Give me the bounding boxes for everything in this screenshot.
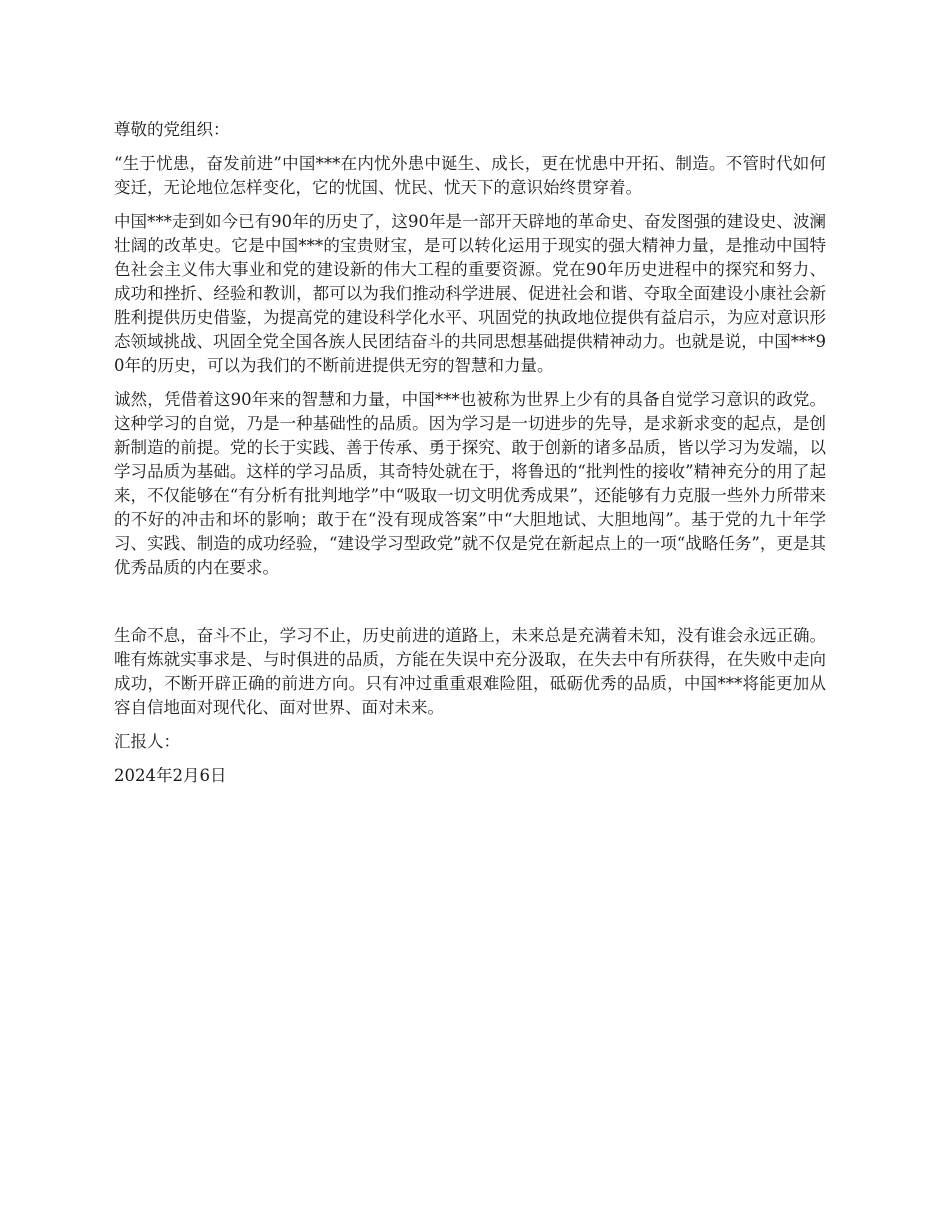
document-body [114,118,826,798]
paragraph-4: 生命不息，奋斗不止，学习不止，历史前进的道路上，未来总是充满着未知，没有谁会永远正确。唯有炼就实事求是、与时俱进的品质，方能在失误中充分汲取，在失去中有所获得，在失败中走向成功，不断开辟正确的前进方向。只有冲过重重艰难险阻，砥砺优秀的品质，中国***将能更加从容自信地面对现代化、面对世界、面对未来。 [114,626,826,717]
paragraph-3: 诚然，凭借着这90年来的智慧和力量，中国***也被称为世界上少有的具备自觉学习意识的政党。这种学习的自觉，乃是一种基础性的品质。因为学习是一切进步的先导，是求新求变的起点，是创新制造的前提。党的长于实践、善于传承、勇于探究、敢于创新的诸多品质，皆以学习为发端，以学习品质为基础。这样的学习品质，其奇特处就在于，将鲁迅的“批判性的接收”精神充分的用了起来，不仅能够在“有分析有批判地学”中“吸取一切文明优秀成果”，还能够有力克服一些外力所带来的不好的冲击和坏的影响；敢于在“没有现成答案”中“大胆地试、大胆地闯”。基于党的九十年学习、实践、制造的成功经验，“建设学习型政党”就不仅是党在新起点上的一项“战略任务”，更是其优秀品质的内在要求。 [114,390,826,577]
salutation: 尊敬的党组织： [114,120,230,139]
paragraph-gap [114,590,826,624]
paragraph-1: “生于忧患，奋发前进”中国***在内忧外患中诞生、成长，更在忧患中开拓、制造。不管时代如何变迁，无论地位怎样变化，它的忧国、忧民、忧天下的意识始终贯穿着。 [114,154,826,197]
report-date: 2024年2月6日 [114,766,227,785]
paragraph-2: 中国***走到如今已有90年的历史了，这90年是一部开天辟地的革命史、奋发图强的建设史、波澜壮阔的改革史。它是中国***的宝贵财宝，是可以转化运用于现实的强大精神力量，是推动中国特色社会主义伟大事业和党的建设新的伟大工程的重要资源。党在90年历史进程中的探究和努力、成功和挫折、经验和教训，都可以为我们推动科学进展、促进社会和谐、夺取全面建设小康社会新胜利提供历史借鉴，为提高党的建设科学化水平、巩固党的执政地位提供有益启示，为应对意识形态领域挑战、巩固全党全国各族人民团结奋斗的共同思想基础提供精神动力。也就是说，中国***90年的历史，可以为我们的不断前进提供无穷的智慧和力量。 [114,212,826,375]
reporter-label: 汇报人： [114,732,180,751]
